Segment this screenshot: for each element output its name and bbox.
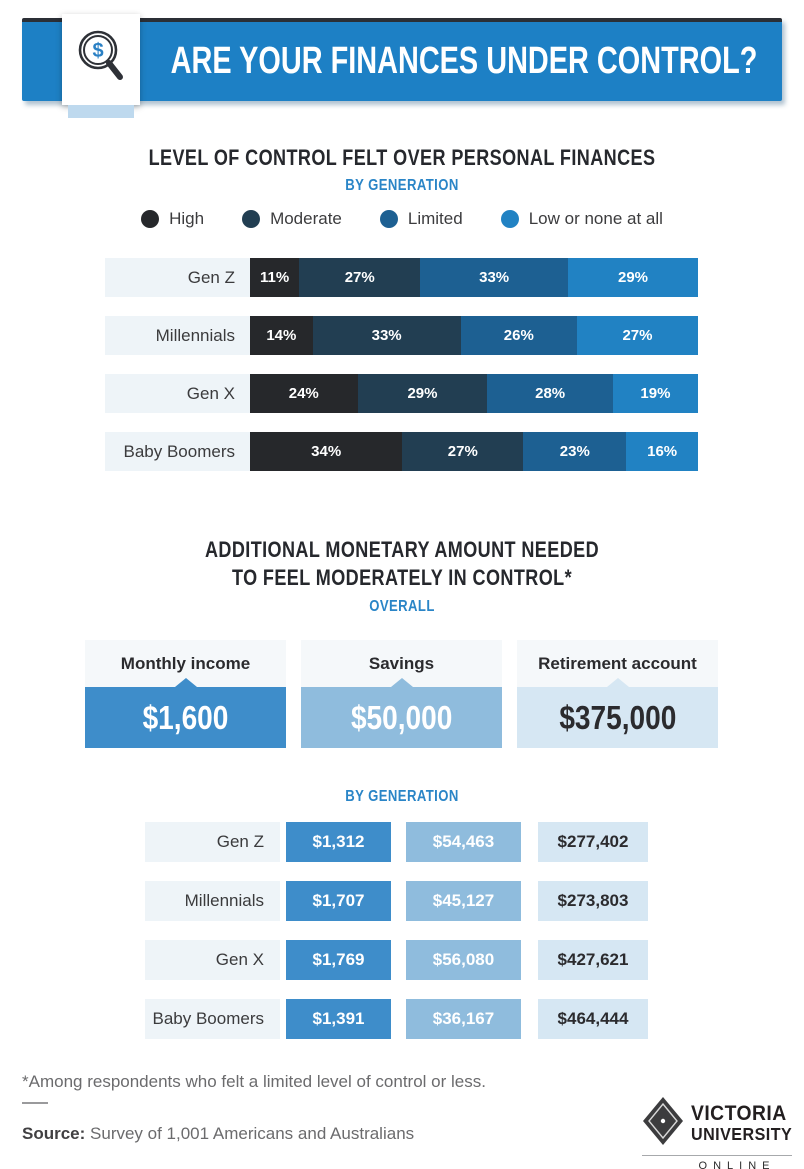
bar-segment: 29% [358, 374, 488, 413]
money-cell: $1,769 [286, 940, 391, 980]
card-value [301, 687, 502, 748]
source-label: Source: [22, 1124, 86, 1143]
logo-line2: UNIVERSITY [691, 1124, 793, 1145]
card-value [517, 687, 718, 748]
chart2-subtitle-generation: BY GENERATION [345, 788, 459, 805]
bar-segment: 33% [420, 258, 568, 297]
money-cell: $45,127 [406, 881, 521, 921]
card-amount: $1,600 [142, 698, 229, 736]
bar-row-label: Millennials [105, 316, 250, 355]
card-notch [391, 678, 413, 687]
card-notch [607, 678, 629, 687]
money-row-label: Millennials [145, 881, 280, 921]
overall-card-0 [85, 640, 286, 748]
legend-item-0 [141, 209, 204, 229]
legend-dot-icon [380, 210, 398, 228]
logo-name [691, 1103, 801, 1144]
bar-segment: 24% [250, 374, 358, 413]
overall-cards [85, 640, 718, 748]
chart2-title [72, 536, 731, 592]
legend-label: High [169, 209, 205, 228]
legend-dot-icon [141, 210, 159, 228]
legend-item-3 [501, 209, 663, 229]
bar-segment: 33% [313, 316, 461, 355]
money-cell: $1,312 [286, 822, 391, 862]
money-table-row [145, 822, 648, 862]
bar-segment: 28% [487, 374, 612, 413]
magnifier-dollar-icon [72, 26, 130, 93]
money-cell: $427,621 [538, 940, 648, 980]
chart1-legend [0, 209, 804, 229]
header-icon-card [62, 14, 140, 105]
bar-segment: 14% [250, 316, 313, 355]
diamond-logo-icon [642, 1096, 684, 1151]
money-cell: $1,707 [286, 881, 391, 921]
logo-top [642, 1096, 792, 1151]
money-table [145, 822, 648, 1058]
money-table-row [145, 999, 648, 1039]
legend-dot-icon [242, 210, 260, 228]
bar-row-label: Gen X [105, 374, 250, 413]
bar-track [250, 316, 698, 355]
victoria-university-logo [642, 1096, 792, 1169]
source-line [22, 1124, 414, 1144]
card-value [85, 687, 286, 748]
money-table-row [145, 940, 648, 980]
card-label: Retirement account [517, 640, 718, 687]
money-cell: $277,402 [538, 822, 648, 862]
logo-online: ONLINE [698, 1160, 776, 1169]
bar-segment: 11% [250, 258, 299, 297]
chart1-title: LEVEL OF CONTROL FELT OVER PERSONAL FINANCES [148, 145, 656, 170]
legend-label: Low or none at all [528, 209, 663, 228]
money-cell: $1,391 [286, 999, 391, 1039]
legend-dot-icon [501, 210, 519, 228]
card-label: Savings [301, 640, 502, 687]
bar-row-label: Gen Z [105, 258, 250, 297]
chart2-title-line2: TO FEEL MODERATELY IN CONTROL* [231, 565, 573, 590]
money-row-label: Gen Z [145, 822, 280, 862]
money-row-label: Gen X [145, 940, 280, 980]
overall-card-1 [301, 640, 502, 748]
bar-track [250, 432, 698, 471]
money-row-label: Baby Boomers [145, 999, 280, 1039]
bar-segment: 16% [626, 432, 698, 471]
page-title: ARE YOUR FINANCES UNDER CONTROL? [170, 40, 758, 82]
logo-divider [642, 1155, 792, 1156]
footnote-divider [22, 1102, 48, 1104]
bar-row [105, 316, 698, 355]
chart2-subtitle-overall: OVERALL [369, 598, 435, 615]
svg-text:$: $ [92, 40, 104, 62]
legend-item-1 [242, 209, 342, 229]
card-label: Monthly income [85, 640, 286, 687]
overall-card-2 [517, 640, 718, 748]
page-title-wrap [162, 22, 766, 101]
bar-segment: 27% [577, 316, 698, 355]
header-icon-card-shadow [68, 105, 134, 118]
card-amount: $50,000 [350, 698, 453, 736]
source-text: Survey of 1,001 Americans and Australians [85, 1124, 415, 1143]
legend-label: Moderate [270, 209, 342, 228]
legend-item-2 [380, 209, 463, 229]
bar-track [250, 258, 698, 297]
bar-segment: 29% [568, 258, 698, 297]
legend-label: Limited [407, 209, 463, 228]
bar-segment: 27% [299, 258, 420, 297]
footnote: *Among respondents who felt a limited level of control or less. [22, 1072, 486, 1091]
money-cell: $54,463 [406, 822, 521, 862]
logo-line1: VICTORIA [691, 1102, 787, 1126]
chart1-subtitle: BY GENERATION [345, 177, 459, 194]
bar-row [105, 374, 698, 413]
money-cell: $56,080 [406, 940, 521, 980]
bar-track [250, 374, 698, 413]
card-notch [175, 678, 197, 687]
bar-row-label: Baby Boomers [105, 432, 250, 471]
money-cell: $464,444 [538, 999, 648, 1039]
card-amount: $375,000 [558, 698, 676, 736]
bar-row [105, 258, 698, 297]
bar-segment: 34% [250, 432, 402, 471]
bar-segment: 19% [613, 374, 698, 413]
bar-row [105, 432, 698, 471]
money-cell: $36,167 [406, 999, 521, 1039]
bar-segment: 26% [461, 316, 577, 355]
money-table-row [145, 881, 648, 921]
stacked-bar-chart [105, 258, 698, 490]
chart2-title-line1: ADDITIONAL MONETARY AMOUNT NEEDED [204, 537, 600, 562]
bar-segment: 23% [523, 432, 626, 471]
money-cell: $273,803 [538, 881, 648, 921]
bar-segment: 27% [402, 432, 523, 471]
